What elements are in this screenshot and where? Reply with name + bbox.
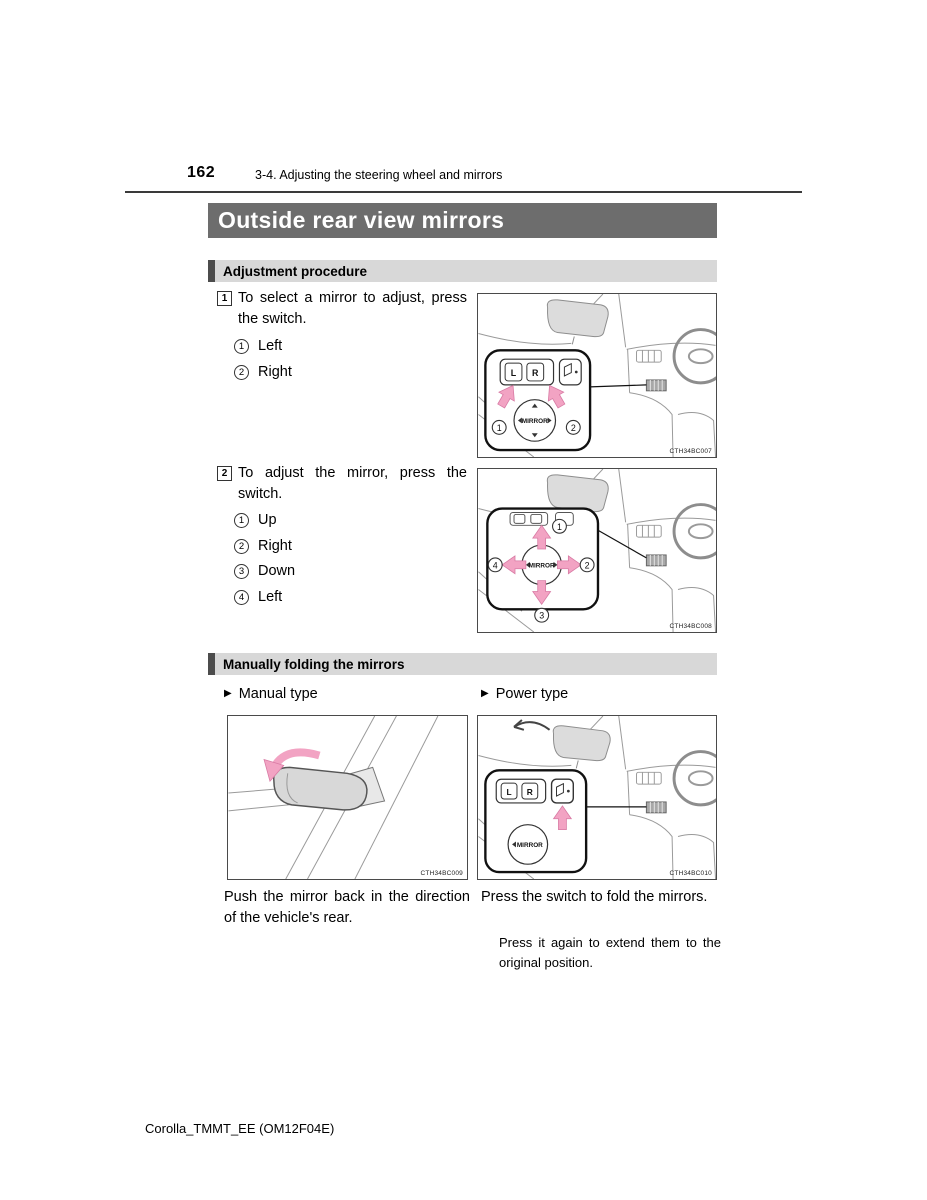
svg-text:3: 3 <box>539 610 545 621</box>
list-item-label: Right <box>258 538 292 554</box>
manual-fold-illustration-svg <box>228 716 467 879</box>
page-number: 162 <box>187 164 216 181</box>
power-fold-illustration <box>477 715 717 880</box>
page-title: Outside rear view mirrors <box>208 203 717 238</box>
section-heading-folding <box>208 653 717 675</box>
mirror-select-switch <box>500 359 581 385</box>
mirror-adjust-illustration <box>477 468 717 633</box>
section-heading-bar <box>208 653 215 675</box>
circled-number: 4 <box>234 590 249 605</box>
power-fold-caption: Press the switch to fold the mirrors. <box>481 889 708 905</box>
section-heading-label: Manually folding the mirrors <box>223 656 405 672</box>
mirror-adjust-illustration-svg <box>478 469 716 632</box>
triangle-marker-icon: ▶ <box>224 688 232 699</box>
image-code: CTH34BC007 <box>669 448 712 455</box>
svg-text:1: 1 <box>556 521 562 532</box>
fold-direction-arrow <box>514 720 550 730</box>
list-item-label: Left <box>258 338 283 354</box>
mirror-pad-label: MIRROR <box>516 841 543 849</box>
header-divider <box>125 191 802 193</box>
callout-leader-line <box>590 385 646 387</box>
list-item-label: Right <box>258 364 292 380</box>
door-switch-location <box>646 802 666 813</box>
step-number-box: 1 <box>217 291 232 306</box>
section-heading-bar <box>208 260 215 282</box>
section-heading-adjustment <box>208 260 717 282</box>
step-text: To select a mirror to adjust, press the switch. <box>238 290 467 327</box>
mirror-pad-label: MIRROR <box>521 417 548 425</box>
step-number-box: 2 <box>217 466 232 481</box>
mirror-adjust-pad <box>522 545 562 585</box>
manual-type-label: ▶ Manual type <box>224 686 318 702</box>
list-item <box>234 512 277 528</box>
callout-leader-line <box>598 530 646 558</box>
right-button-label: R <box>532 367 539 378</box>
exterior-mirror <box>274 767 385 810</box>
switch-callout <box>485 350 590 450</box>
list-item <box>234 338 282 354</box>
left-button-label: L <box>506 787 512 798</box>
mirror-pad-label: MIRROR <box>528 562 555 570</box>
step-text: To adjust the mirror, press the switch. <box>238 465 467 502</box>
svg-text:1: 1 <box>496 422 502 433</box>
image-code: CTH34BC010 <box>669 870 712 877</box>
circled-number: 1 <box>234 513 249 528</box>
section-heading-label: Adjustment procedure <box>223 263 368 279</box>
list-item-label: Left <box>258 589 283 605</box>
mirror-select-illustration <box>477 293 717 458</box>
steering-wheel-icon <box>674 330 716 383</box>
svg-text:4: 4 <box>492 560 498 571</box>
right-button-label: R <box>526 787 533 798</box>
mirror-adjust-pad <box>514 400 555 441</box>
list-item <box>234 364 292 380</box>
list-item <box>234 538 292 554</box>
manual-fold-illustration <box>227 715 468 880</box>
power-type-label: ▶ Power type <box>481 686 569 702</box>
document-footer: Corolla_TMMT_EE (OM12F04E) <box>145 1121 335 1136</box>
list-item <box>234 563 295 579</box>
door-switch-location <box>646 380 666 391</box>
side-mirror-icon <box>547 300 608 345</box>
svg-text:2: 2 <box>570 422 576 433</box>
mirror-select-switch <box>496 779 545 803</box>
svg-text:2: 2 <box>584 560 590 571</box>
steering-wheel-icon <box>674 505 716 558</box>
left-button-label: L <box>510 367 517 378</box>
circled-number: 3 <box>234 564 249 579</box>
switch-callout <box>487 509 598 623</box>
door-switch-location <box>646 555 666 566</box>
circled-number: 2 <box>234 365 249 380</box>
circled-number: 2 <box>234 539 249 554</box>
switch-callout <box>485 770 586 872</box>
mirror-adjust-pad <box>508 825 548 865</box>
list-item <box>234 589 282 605</box>
image-code: CTH34BC009 <box>420 870 463 877</box>
triangle-marker-icon: ▶ <box>481 688 489 699</box>
list-item-label: Down <box>258 563 296 579</box>
manual-fold-caption: Push the mirror back in the direction of the vehicle's rear. <box>224 889 470 926</box>
image-code: CTH34BC008 <box>669 623 712 630</box>
circled-number: 1 <box>234 339 249 354</box>
fold-button-icon <box>559 359 581 385</box>
fold-button-icon <box>552 779 574 803</box>
list-item-label: Up <box>258 512 277 528</box>
chapter-header: 3-4. Adjusting the steering wheel and mirrors <box>255 168 503 182</box>
mirror-select-illustration-svg <box>478 294 716 457</box>
power-fold-note: Press it again to extend them to the original position. <box>499 935 721 970</box>
side-mirror-icon <box>553 726 610 769</box>
steering-wheel-icon <box>674 752 716 805</box>
power-fold-illustration-svg <box>478 716 716 879</box>
